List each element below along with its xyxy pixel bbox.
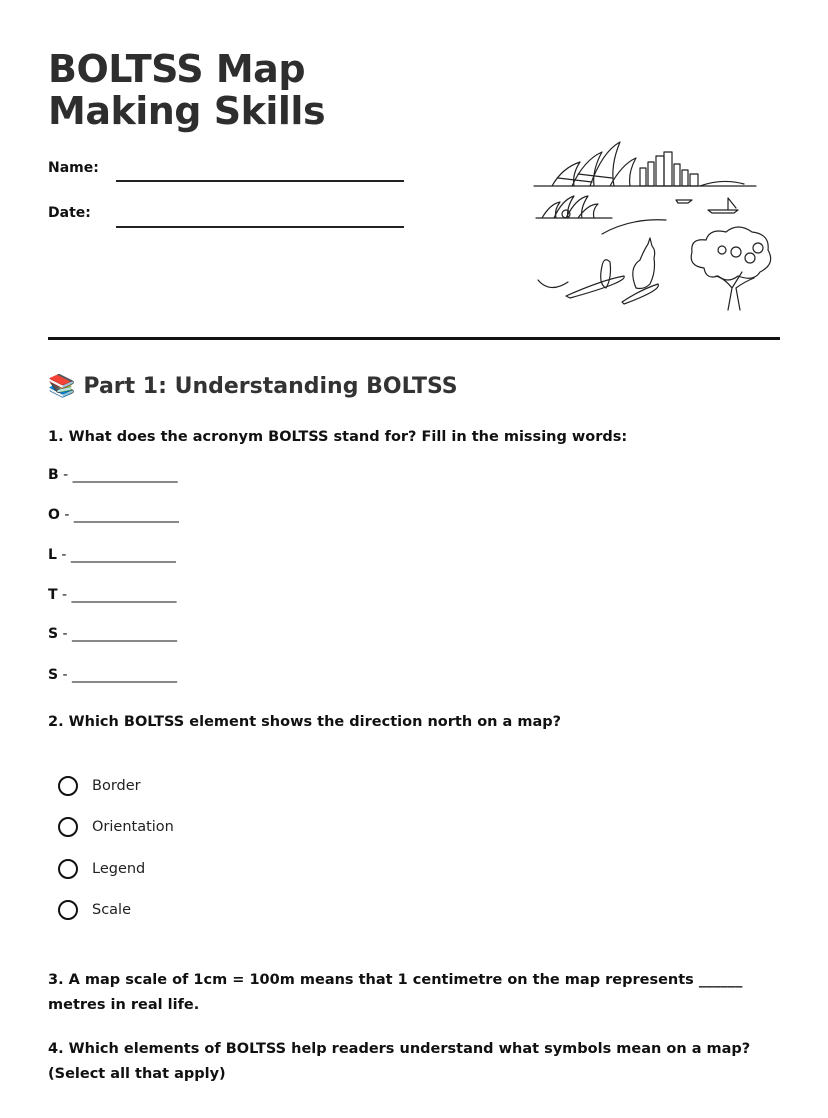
blank-line: - _______________	[58, 467, 178, 483]
blank-letter: O	[48, 507, 60, 523]
option-label: Orientation	[92, 819, 174, 835]
blank-line: - _______________	[59, 507, 179, 523]
blank-letter: L	[48, 547, 57, 563]
option-scale[interactable]	[58, 900, 131, 920]
date-label: Date:	[48, 205, 91, 221]
radio-button[interactable]	[58, 817, 78, 837]
blank-t[interactable]	[48, 587, 177, 603]
blank-line: - _______________	[58, 667, 178, 683]
question-3: 3. A map scale of 1cm = 100m means that 1 centimetre on the map represents ______ metres in real life.	[48, 972, 743, 1013]
section-divider	[48, 337, 780, 340]
blank-l[interactable]	[48, 547, 176, 563]
option-label: Legend	[92, 861, 146, 877]
blank-b[interactable]	[48, 467, 178, 483]
boomerang-icon	[538, 280, 568, 288]
page-title: BOLTSS Map Making Skills	[48, 47, 326, 133]
option-legend[interactable]	[58, 859, 145, 879]
kangaroo-icon	[566, 238, 658, 304]
blank-letter: T	[48, 587, 58, 603]
part1-title: Part 1: Understanding BOLTSS	[83, 374, 458, 399]
question-4: 4. Which elements of BOLTSS help readers understand what symbols mean on a map? (Select all that apply)	[48, 1041, 751, 1082]
option-label: Border	[92, 778, 141, 794]
option-label: Scale	[92, 902, 132, 918]
radio-button[interactable]	[58, 859, 78, 879]
option-border[interactable]	[58, 776, 141, 796]
blank-o[interactable]	[48, 507, 179, 523]
name-field[interactable]	[116, 180, 404, 182]
blank-letter: S	[48, 626, 59, 642]
question-2: 2. Which BOLTSS element shows the direction north on a map?	[48, 714, 562, 730]
blank-line: - _______________	[56, 547, 176, 563]
tree-icon	[691, 227, 770, 310]
radio-button[interactable]	[58, 776, 78, 796]
harbour-icon	[536, 196, 738, 234]
option-orientation[interactable]	[58, 817, 174, 837]
blank-letter: S	[48, 667, 59, 683]
blank-line: - _______________	[58, 626, 178, 642]
opera-house-skyline-icon	[534, 142, 756, 186]
books-icon: 📚	[48, 374, 76, 399]
blank-line: - _______________	[57, 587, 177, 603]
question-1: 1. What does the acronym BOLTSS stand for? Fill in the missing words:	[48, 429, 628, 445]
blank-s1[interactable]	[48, 626, 177, 642]
date-field[interactable]	[116, 226, 404, 228]
radio-button[interactable]	[58, 900, 78, 920]
blank-s2[interactable]	[48, 667, 177, 683]
blank-letter: B	[48, 467, 59, 483]
sydney-landmarks-kangaroo-tree-illustration	[532, 138, 776, 316]
name-label: Name:	[48, 160, 99, 176]
part1-heading	[48, 374, 458, 399]
